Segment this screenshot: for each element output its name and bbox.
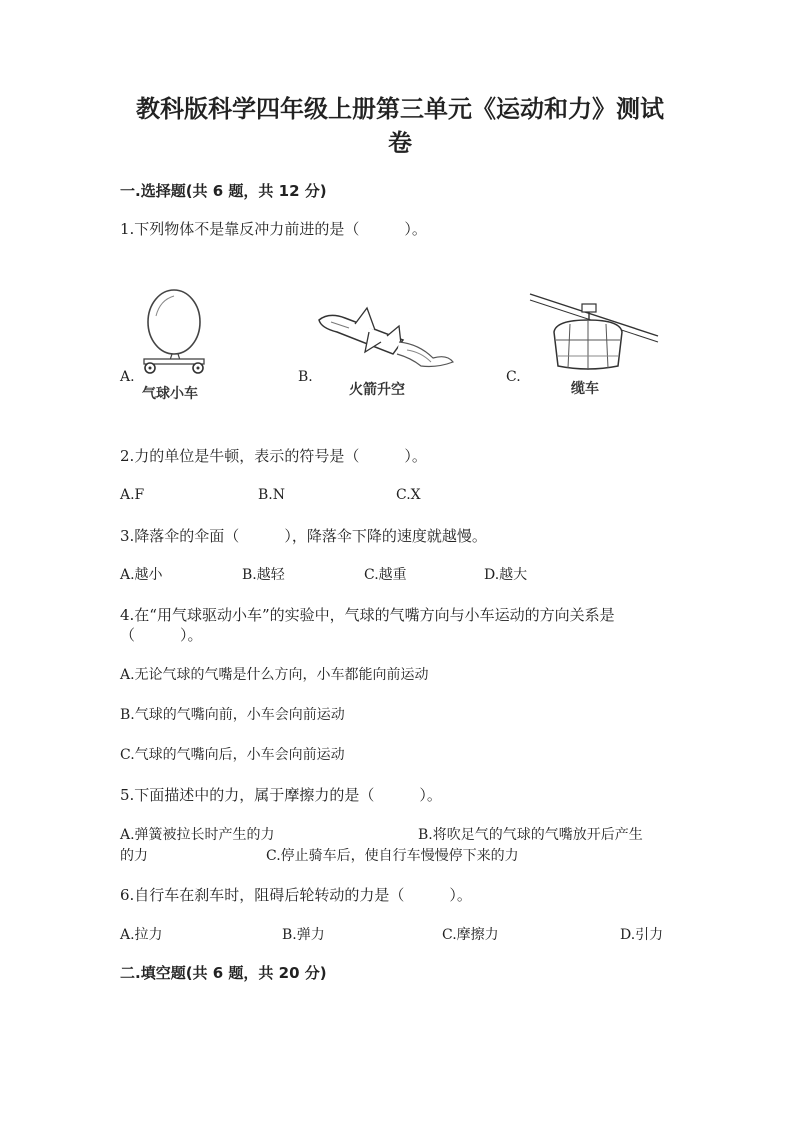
- cable-car-caption: 缆车: [571, 381, 599, 397]
- cable-car-image: [528, 290, 660, 382]
- balloon-car-caption: 气球小车: [142, 386, 198, 402]
- q5-option-b[interactable]: B.将吹足气的气球的气嘴放开后产生: [418, 827, 643, 843]
- rocket-caption: 火箭升空: [349, 382, 405, 398]
- q3-option-a[interactable]: A.越小: [120, 567, 163, 583]
- title-line-2: 卷: [388, 129, 412, 157]
- question-4-stem-line-1: 4.在“用气球驱动小车”的实验中，气球的气嘴方向与小车运动的方向关系是: [120, 606, 615, 624]
- q6-option-b[interactable]: B.弹力: [282, 927, 325, 943]
- question-5-stem: 5.下面描述中的力，属于摩擦力的是（ ）。: [120, 786, 442, 804]
- q5-option-c[interactable]: C.停止骑车后，使自行车慢慢停下来的力: [266, 848, 519, 864]
- q6-option-a[interactable]: A.拉力: [120, 927, 163, 943]
- section-2-heading: 二.填空题(共 6 题，共 20 分): [120, 964, 327, 982]
- q2-option-c[interactable]: C.X: [396, 487, 421, 503]
- q1-option-b-letter[interactable]: B.: [298, 369, 313, 385]
- title-line-1: 教科版科学四年级上册第三单元《运动和力》测试: [136, 95, 664, 123]
- question-3-stem: 3.降落伞的伞面（ ），降落伞下降的速度就越慢。: [120, 527, 487, 545]
- q2-option-b[interactable]: B.N: [258, 487, 285, 503]
- question-4-stem-line-2: （ ）。: [120, 626, 203, 644]
- question-2-stem: 2.力的单位是牛顿，表示的符号是（ ）。: [120, 447, 427, 465]
- page-title: [120, 92, 680, 160]
- q6-option-c[interactable]: C.摩擦力: [442, 927, 499, 943]
- q3-option-d[interactable]: D.越大: [484, 567, 528, 583]
- q5-option-b-continued[interactable]: 的力: [120, 848, 148, 864]
- q2-option-a[interactable]: A.F: [120, 487, 145, 503]
- q4-option-b[interactable]: B.气球的气嘴向前，小车会向前运动: [120, 707, 345, 723]
- question-1-stem: 1.下列物体不是靠反冲力前进的是（ ）。: [120, 220, 427, 238]
- q3-option-b[interactable]: B.越轻: [242, 567, 285, 583]
- question-6-stem: 6.自行车在刹车时，阻碍后轮转动的力是（ ）。: [120, 886, 472, 904]
- q3-option-c[interactable]: C.越重: [364, 567, 407, 583]
- q4-option-c[interactable]: C.气球的气嘴向后，小车会向前运动: [120, 747, 345, 763]
- q5-option-a[interactable]: A.弹簧被拉长时产生的力: [120, 827, 275, 843]
- q6-option-d[interactable]: D.引力: [620, 927, 664, 943]
- section-1-heading: 一.选择题(共 6 题，共 12 分): [120, 182, 327, 200]
- rocket-image: [315, 302, 455, 378]
- q1-option-a-letter[interactable]: A.: [120, 369, 135, 385]
- q1-option-c-letter[interactable]: C.: [506, 369, 521, 385]
- balloon-car-image: [136, 286, 216, 380]
- q4-option-a[interactable]: A.无论气球的气嘴是什么方向，小车都能向前运动: [120, 667, 429, 683]
